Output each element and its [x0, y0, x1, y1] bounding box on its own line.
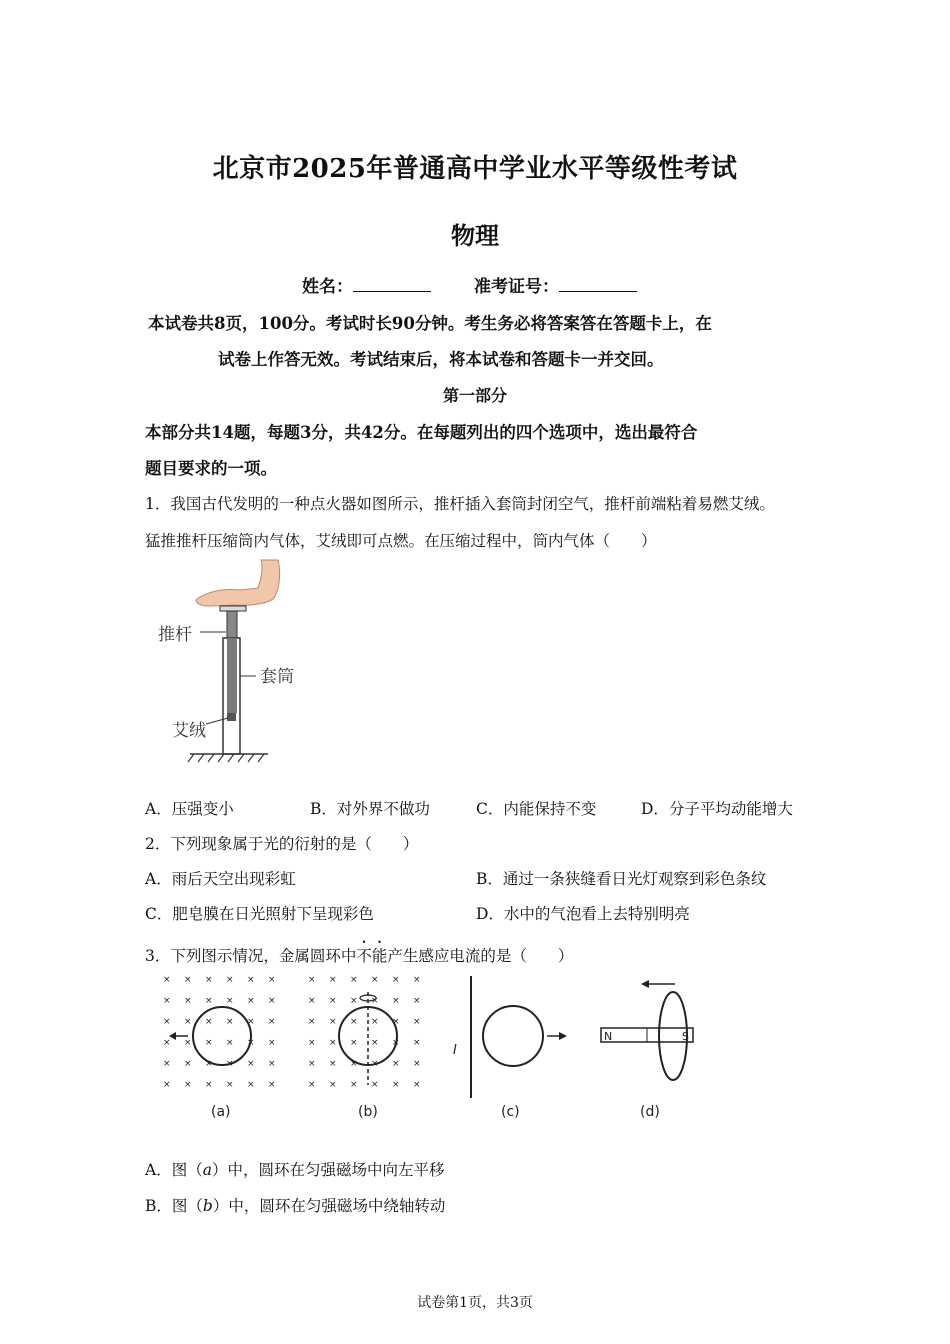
field-x-mark: × — [329, 1080, 337, 1090]
id-blank — [559, 275, 637, 292]
field-x-mark: × — [247, 975, 255, 985]
field-x-mark: × — [350, 1059, 358, 1069]
field-x-mark: × — [163, 1080, 171, 1090]
field-x-mark: × — [413, 1059, 421, 1069]
part-intro-line-1: 本部分共14题，每题3分，共42分。在每题列出的四个选项中，选出最符合 — [145, 423, 698, 442]
q3-stem-pre: 3．下列图示情况，金属圆环中 — [145, 947, 357, 965]
field-x-mark: × — [308, 1017, 316, 1027]
q2-option-b: B．通过一条狭缝看日光灯观察到彩色条纹 — [476, 870, 767, 888]
q2-stem: 2．下列现象属于光的衍射的是（ ） — [145, 835, 419, 853]
q3-option-a-pre: A．图（ — [145, 1161, 203, 1179]
field-x-mark: × — [163, 1017, 171, 1027]
sleeve-label: 套筒 — [260, 667, 294, 687]
field-x-mark: × — [184, 975, 192, 985]
figure-c-ring — [483, 1006, 543, 1066]
field-x-mark: × — [226, 1059, 234, 1069]
field-x-mark: × — [184, 996, 192, 1006]
field-x-mark: × — [184, 1017, 192, 1027]
field-x-mark: × — [184, 1080, 192, 1090]
field-x-mark: × — [268, 996, 276, 1006]
field-x-mark: × — [163, 1038, 171, 1048]
field-x-mark: × — [308, 1059, 316, 1069]
exam-title: 北京市2025年普通高中学业水平等级性考试 — [212, 154, 738, 184]
subject-title: 物理 — [451, 221, 499, 250]
q3-option-b-var: b — [202, 1197, 213, 1215]
field-x-mark: × — [413, 1017, 421, 1027]
field-x-mark: × — [205, 1080, 213, 1090]
field-x-mark: × — [371, 996, 379, 1006]
part-intro-line-2: 题目要求的一项。 — [145, 459, 277, 478]
field-x-mark: × — [308, 1080, 316, 1090]
field-x-mark: × — [247, 996, 255, 1006]
field-x-mark: × — [247, 1017, 255, 1027]
moxa-label: 艾绒 — [172, 721, 206, 741]
figure-a-ring — [193, 1007, 251, 1065]
field-x-mark: × — [392, 1038, 400, 1048]
field-x-mark: × — [392, 996, 400, 1006]
field-x-mark: × — [184, 1038, 192, 1048]
q1-option-a: A．压强变小 — [145, 800, 234, 818]
field-x-mark: × — [392, 975, 400, 985]
field-x-mark: × — [392, 1080, 400, 1090]
name-blank — [353, 275, 431, 292]
page-footer: 试卷第1页，共3页 — [417, 1295, 533, 1311]
q3-option-a-var: a — [202, 1161, 212, 1179]
notice-line-2: 试卷上作答无效。考试结束后，将本试卷和答题卡一并交回。 — [218, 350, 664, 369]
field-x-mark: × — [329, 1017, 337, 1027]
field-x-mark: × — [268, 1038, 276, 1048]
field-x-mark: × — [329, 996, 337, 1006]
field-x-mark: × — [226, 1017, 234, 1027]
field-x-mark: × — [163, 996, 171, 1006]
field-x-mark: × — [350, 1038, 358, 1048]
q3-option-a-post: ）中，圆环在匀强磁场中向左平移 — [211, 1161, 445, 1179]
field-x-mark: × — [247, 1080, 255, 1090]
field-x-mark: × — [371, 1038, 379, 1048]
field-x-mark: × — [268, 1017, 276, 1027]
field-x-mark: × — [247, 1038, 255, 1048]
field-x-mark: × — [308, 996, 316, 1006]
field-x-mark: × — [413, 1038, 421, 1048]
field-x-mark: × — [268, 1059, 276, 1069]
field-x-mark: × — [371, 1059, 379, 1069]
field-x-mark: × — [350, 996, 358, 1006]
q3-option-a — [145, 1158, 444, 1180]
q3-stem — [145, 938, 573, 966]
q3-option-b — [145, 1194, 445, 1216]
field-x-mark: × — [205, 1059, 213, 1069]
figure-a-field — [163, 975, 276, 1090]
q1-igniter-figure — [150, 558, 310, 768]
field-x-mark: × — [268, 1080, 276, 1090]
field-x-mark: × — [350, 1080, 358, 1090]
field-x-mark: × — [350, 1017, 358, 1027]
field-x-mark: × — [413, 1080, 421, 1090]
q2-option-c: C．肥皂膜在日光照射下呈现彩色 — [145, 905, 374, 923]
figure-d-south: S — [682, 1030, 689, 1043]
id-field — [474, 272, 637, 297]
rod-label: 推杆 — [158, 625, 192, 645]
field-x-mark: × — [226, 1038, 234, 1048]
field-x-mark: × — [226, 975, 234, 985]
field-x-mark: × — [226, 1080, 234, 1090]
notice-line-1: 本试卷共8页，100分。考试时长90分钟。考生务必将答案答在答题卡上，在 — [148, 314, 712, 333]
name-label: 姓名： — [302, 277, 353, 297]
q3-stem-post: 产生感应电流的是（ ） — [387, 947, 574, 965]
field-x-mark: × — [371, 1017, 379, 1027]
part-heading: 第一部分 — [442, 386, 507, 405]
figure-c-label: (c) — [501, 1104, 520, 1120]
field-x-mark: × — [329, 1038, 337, 1048]
field-x-mark: × — [413, 996, 421, 1006]
field-x-mark: × — [392, 1059, 400, 1069]
field-x-mark: × — [205, 996, 213, 1006]
field-x-mark: × — [329, 975, 337, 985]
figure-b-label: (b) — [358, 1104, 378, 1120]
field-x-mark: × — [226, 996, 234, 1006]
field-x-mark: × — [205, 1017, 213, 1027]
field-x-mark: × — [371, 975, 379, 985]
field-x-mark: × — [308, 975, 316, 985]
q1-option-d: D．分子平均动能增大 — [641, 800, 793, 818]
hand-icon — [196, 560, 280, 606]
field-x-mark: × — [205, 1038, 213, 1048]
field-x-mark: × — [350, 975, 358, 985]
q3-stem-emphasis: 不能 — [356, 947, 388, 965]
id-label: 准考证号： — [474, 277, 559, 297]
q2-option-d: D．水中的气泡看上去特别明亮 — [476, 905, 690, 923]
q1-stem-line-1: 1．我国古代发明的一种点火器如图所示，推杆插入套筒封闭空气，推杆前端粘着易燃艾绒。 — [145, 495, 775, 513]
q3-option-b-pre: B．图（ — [145, 1197, 203, 1215]
field-x-mark: × — [329, 1059, 337, 1069]
q3-option-b-post: ）中，圆环在匀强磁场中绕轴转动 — [212, 1197, 446, 1215]
q1-option-b: B．对外界不做功 — [310, 800, 430, 818]
field-x-mark: × — [413, 975, 421, 985]
name-field — [302, 272, 431, 297]
field-x-mark: × — [163, 1059, 171, 1069]
q1-stem-line-2: 猛推推杆压缩筒内气体，艾绒即可点燃。在压缩过程中，筒内气体（ ） — [145, 532, 657, 550]
field-x-mark: × — [308, 1038, 316, 1048]
figure-d-north: N — [604, 1030, 613, 1043]
field-x-mark: × — [205, 975, 213, 985]
field-x-mark: × — [247, 1059, 255, 1069]
figure-b-field — [308, 975, 421, 1090]
q3-induction-figures — [155, 970, 735, 1130]
field-x-mark: × — [163, 975, 171, 985]
figure-c-current-label: I — [453, 1043, 457, 1058]
q1-option-c: C．内能保持不变 — [476, 800, 597, 818]
field-x-mark: × — [371, 1080, 379, 1090]
field-x-mark: × — [184, 1059, 192, 1069]
figure-a-label: (a) — [211, 1104, 231, 1120]
figure-d-label: (d) — [640, 1104, 660, 1120]
field-x-mark: × — [392, 1017, 400, 1027]
q2-option-a: A．雨后天空出现彩虹 — [145, 870, 296, 888]
field-x-mark: × — [268, 975, 276, 985]
